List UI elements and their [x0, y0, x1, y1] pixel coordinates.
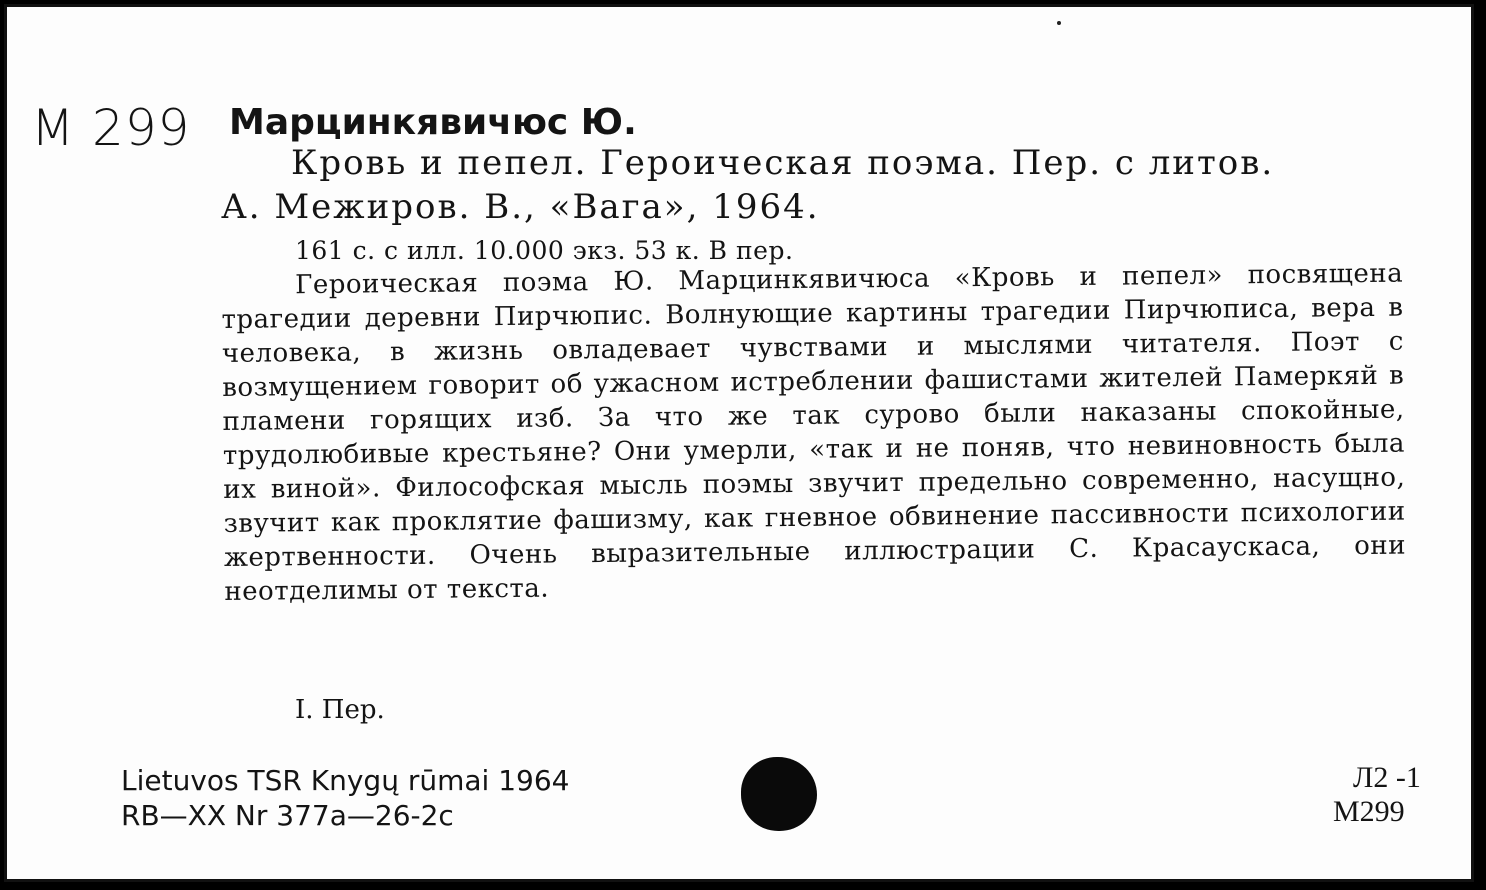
- publisher-line-1: Lietuvos TSR Knygų rūmai 1964: [121, 764, 570, 797]
- title-line-1: Кровь и пепел. Героическая поэма. Пер. с литов.: [291, 143, 1275, 183]
- ink-blot-mark: [741, 757, 817, 831]
- catalog-card: [4, 4, 1474, 882]
- classification-code: Л2 -1: [1353, 761, 1421, 794]
- dust-speck: [1057, 21, 1061, 25]
- title-line-2: А. Межиров. В., «Вага», 1964.: [221, 187, 820, 227]
- call-number: М 299: [31, 99, 191, 157]
- tracing-note: I. Пер.: [295, 695, 385, 725]
- annotation-text: Героическая поэма Ю. Марцинкявичюса «Кровь и пепел» посвящена трагедии деревни Пирчюпис. Волнующие картины трагедии Пирчюписа, вера в человека, в жизнь овладевает чувствами и мыслями читателя. Поэт с возмущением говорит об ужасном истреблении фашистами жителей Памеркяй в пламени горящих изб. За что же так сурово были наказаны спокойные, трудолюбивые крестьяне? Они умерли, «так и не поняв, что невиновность была их виной». Философская мысль поэмы звучит предельно современно, насущно, звучит как проклятие фашизму, как гневное обвинение пассивности психологии жертвенности. Очень выразительные иллюстрации С. Красаускаса, они неотделимы от текста.: [221, 258, 1407, 607]
- physical-description: 161 с. с илл. 10.000 экз. 53 к. В пер.: [295, 236, 794, 265]
- author-heading: Марцинкявичюс Ю.: [229, 102, 637, 143]
- publisher-line-2: RB—XX Nr 377a—26-2c: [121, 799, 454, 832]
- classification-number: M299: [1333, 795, 1405, 828]
